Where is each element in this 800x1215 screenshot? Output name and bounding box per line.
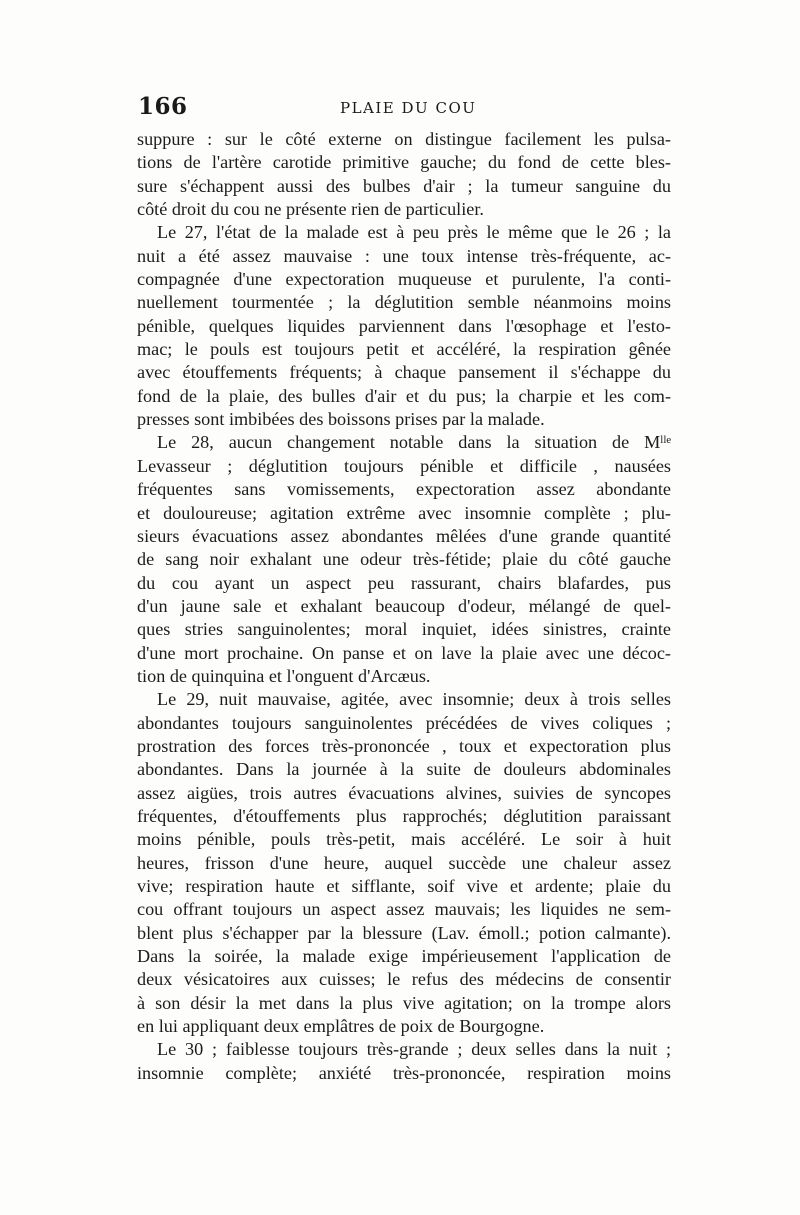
page-number: 166 [138,93,188,120]
text-line: ques stries sanguinolentes; moral inquiet, idées sinistres, crainte [137,619,671,640]
text-line: deux vésicatoires aux cuisses; le refus des médecins de consentir [137,969,671,990]
text-line: vive; respiration haute et sifflante, soif vive et ardente; plaie du [137,876,671,896]
text-line: et douloureuse; agitation extrême avec insomnie complète ; plu- [137,502,671,523]
text-line: fréquentes, d'étouffements plus rapprochés; déglutition paraissant [137,805,671,826]
text-line: Le 30 ; faiblesse toujours très-grande ; deux selles dans la nuit ; [157,1039,671,1060]
text-line: d'un jaune sale et exhalant beaucoup d'odeur, mélangé de quel- [137,595,671,616]
text-line: Dans la soirée, la malade exige impérieusement l'application de [137,946,671,967]
text-line: côté droit du cou ne présente rien de particulier. [137,199,484,220]
page-header [138,93,672,123]
text-line: assez aigües, trois autres évacuations alvines, suivies de syncopes [137,782,671,803]
text-line: du cou ayant un aspect peu rassurant, chairs blafardes, pus [137,572,671,593]
text-line: nuellement tourmentée ; la déglutition semble néanmoins moins [137,292,671,313]
text-line: insomnie complète; anxiété très-prononcée, respiration moins [137,1062,671,1083]
text-line: Le 29, nuit mauvaise, agitée, avec insomnie; deux à trois selles [157,689,671,710]
text-line: tion de quinquina et l'onguent d'Arcæus. [137,665,431,686]
running-title: PLAIE DU COU [340,99,477,117]
text-line: fond de la plaie, des bulles d'air et du pus; la charpie et les com- [137,385,671,406]
text-line: de sang noir exhalant une odeur très-fétide; plaie du côté gauche [137,549,671,570]
text-line: Levasseur ; déglutition toujours pénible et difficile , nausées [137,455,671,476]
text-line: Le 28, aucun changement notable dans la situation de Mˡˡᵉ [157,432,671,453]
text-line: sieurs évacuations assez abondantes mêlées d'une grande quantité [137,525,671,546]
text-line: blent plus s'échapper par la blessure (Lav. émoll.; potion calmante). [137,922,671,943]
text-line: abondantes. Dans la journée à la suite de douleurs abdominales [137,759,671,780]
text-line: à son désir la met dans la plus vive agitation; on la trompe alors [137,992,671,1013]
text-line: abondantes toujours sanguinolentes précédées de vives coliques ; [137,712,671,733]
text-line: avec étouffements fréquents; à chaque pansement il s'échappe du [137,362,671,383]
text-line: en lui appliquant deux emplâtres de poix de Bourgogne. [137,1016,545,1037]
text-line: d'une mort prochaine. On panse et on lave la plaie avec une décoc- [137,642,671,663]
text-line: mac; le pouls est toujours petit et accéléré, la respiration gênée [137,339,671,360]
text-line: nuit a été assez mauvaise : une toux intense très-fréquente, ac- [137,245,671,266]
text-line: compagnée d'une expectoration muqueuse et purulente, l'a conti- [137,269,671,290]
text-line: sure s'échappent aussi des bulbes d'air ; la tumeur sanguine du [137,175,671,196]
text-line: moins pénible, pouls très-petit, mais accéléré. Le soir à huit [137,829,671,850]
text-line: cou offrant toujours un aspect assez mauvais; les liquides ne sem- [137,899,671,920]
text-line: prostration des forces très-prononcée , toux et expectoration plus [137,735,671,756]
text-line: heures, frisson d'une heure, auquel succède une chaleur assez [137,852,671,873]
text-line: pénible, quelques liquides parviennent dans l'œsophage et l'esto- [137,315,671,336]
text-line: tions de l'artère carotide primitive gauche; du fond de cette bles- [137,152,671,173]
body-text [137,128,671,1085]
text-line: fréquentes sans vomissements, expectoration assez abondante [137,479,671,500]
text-line: Le 27, l'état de la malade est à peu près le même que le 26 ; la [157,222,671,243]
text-line: suppure : sur le côté externe on distingue facilement les pulsa- [137,129,671,149]
text-line: presses sont imbibées des boissons prises par la malade. [137,409,545,430]
